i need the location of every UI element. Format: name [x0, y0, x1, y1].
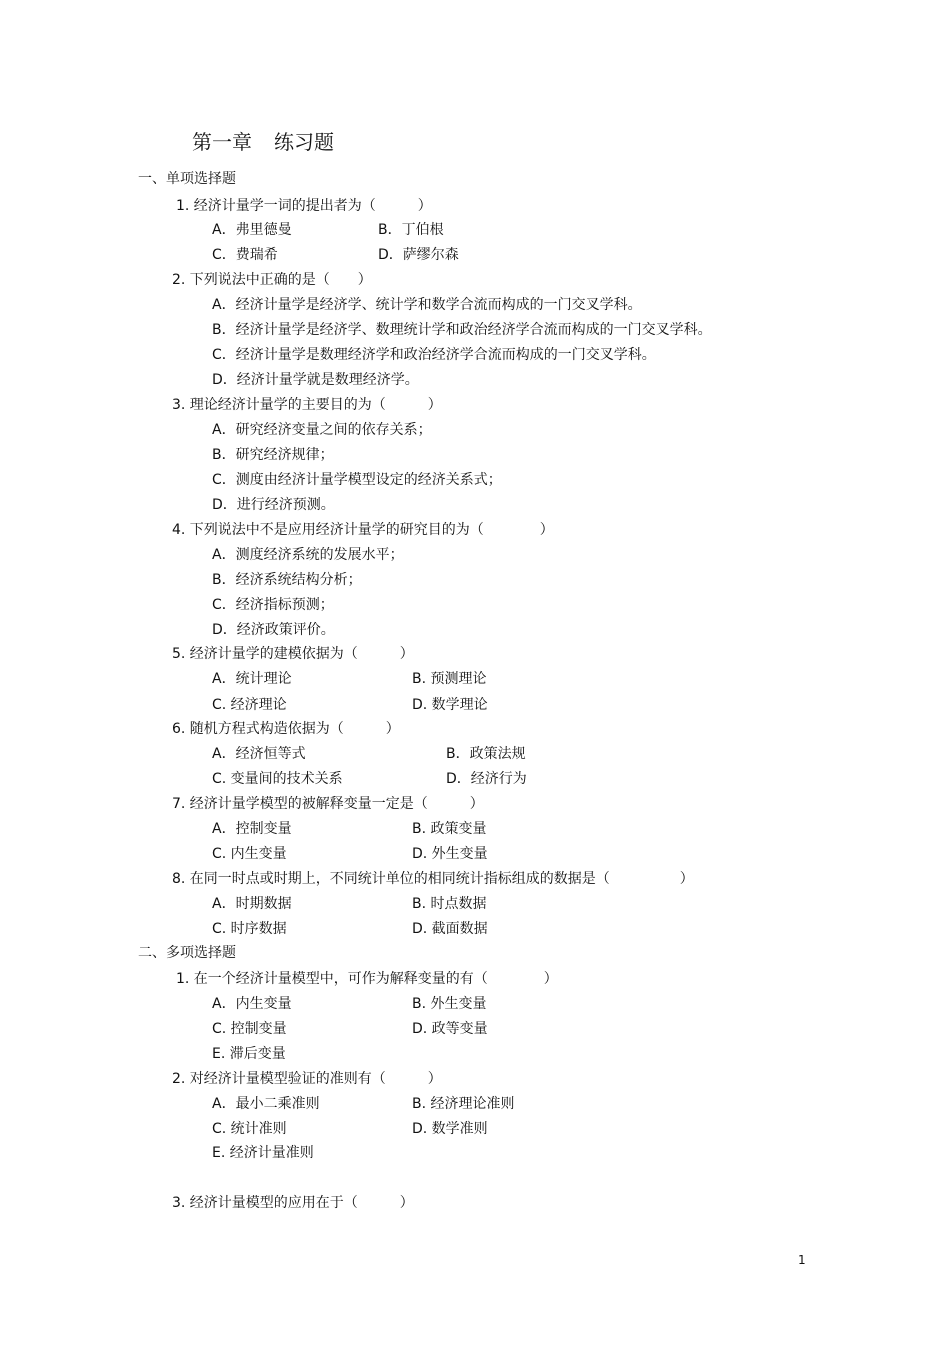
option-d: D. 数学理论: [412, 697, 488, 713]
option-b: B．政策法规: [446, 746, 526, 762]
option-a: A．时期数据: [212, 896, 292, 912]
option-a: A．内生变量: [212, 996, 292, 1012]
option-a: A．研究经济变量之间的依存关系；: [212, 422, 432, 438]
option-a: A．控制变量: [212, 821, 292, 837]
option-b: B. 时点数据: [412, 896, 487, 912]
chapter-title: [192, 128, 334, 156]
option-d: D. 截面数据: [412, 921, 488, 937]
question-stem: 1. 在一个经济计量模型中，可作为解释变量的有（ ）: [176, 971, 558, 987]
question-stem: 4. 下列说法中不是应用经济计量学的研究目的为（ ）: [172, 522, 554, 538]
option-b: B. 政策变量: [412, 821, 487, 837]
option-c: C. 内生变量: [212, 846, 287, 862]
option-c: C. 控制变量: [212, 1021, 287, 1037]
question-stem: 3. 理论经济计量学的主要目的为（ ）: [172, 397, 442, 413]
option-c: C．测度由经济计量学模型设定的经济关系式；: [212, 472, 502, 488]
option-d: D．经济计量学就是数理经济学。: [212, 372, 419, 388]
option-e: E. 经济计量准则: [212, 1145, 314, 1161]
option-c: C．费瑞希: [212, 247, 278, 263]
option-c: C. 统计准则: [212, 1121, 287, 1137]
chapter-heading: 练习题: [274, 130, 334, 154]
option-b: B. 经济理论准则: [412, 1096, 515, 1112]
section-heading-single-choice: 一、单项选择题: [138, 171, 236, 187]
option-a: A．经济计量学是经济学、统计学和数学合流而构成的一门交叉学科。: [212, 297, 642, 313]
question-stem: 5. 经济计量学的建模依据为（ ）: [172, 646, 414, 662]
option-c: C．经济指标预测；: [212, 597, 334, 613]
option-b: B．丁伯根: [378, 222, 444, 238]
option-a: A．弗里德曼: [212, 222, 292, 238]
option-d: D. 政等变量: [412, 1021, 488, 1037]
question-stem: 7. 经济计量学模型的被解释变量一定是（ ）: [172, 796, 484, 812]
option-a: A．经济恒等式: [212, 746, 306, 762]
option-b: B．经济计量学是经济学、数理统计学和政治经济学合流而构成的一门交叉学科。: [212, 322, 712, 338]
option-b: B．经济系统结构分析；: [212, 572, 362, 588]
option-a: A．最小二乘准则: [212, 1096, 320, 1112]
page-number: 1: [798, 1253, 806, 1267]
option-b: B．研究经济规律；: [212, 447, 334, 463]
option-c: C. 时序数据: [212, 921, 287, 937]
question-stem: 2. 对经济计量模型验证的准则有（ ）: [172, 1071, 442, 1087]
option-a: A．测度经济系统的发展水平；: [212, 547, 404, 563]
question-stem: 2. 下列说法中正确的是（ ）: [172, 272, 372, 288]
option-d: D．进行经济预测。: [212, 497, 335, 513]
option-c: C．经济计量学是数理经济学和政治经济学合流而构成的一门交叉学科。: [212, 347, 656, 363]
option-b: B. 外生变量: [412, 996, 487, 1012]
chapter-number: 第一章: [192, 130, 252, 154]
option-c: C. 变量间的技术关系: [212, 771, 343, 787]
option-c: C. 经济理论: [212, 697, 287, 713]
question-stem: 3. 经济计量模型的应用在于（ ）: [172, 1195, 414, 1211]
option-d: D．经济行为: [446, 771, 527, 787]
option-e: E. 滞后变量: [212, 1046, 286, 1062]
question-stem: 8. 在同一时点或时期上，不同统计单位的相同统计指标组成的数据是（ ）: [172, 871, 694, 887]
question-stem: 6. 随机方程式构造依据为（ ）: [172, 721, 400, 737]
option-d: D．萨缪尔森: [378, 247, 459, 263]
section-heading-multiple-choice: 二、多项选择题: [138, 945, 236, 961]
option-d: D. 数学准则: [412, 1121, 488, 1137]
option-b: B. 预测理论: [412, 671, 487, 687]
option-d: D．经济政策评价。: [212, 622, 335, 638]
option-a: A．统计理论: [212, 671, 292, 687]
option-d: D. 外生变量: [412, 846, 488, 862]
question-stem: 1. 经济计量学一词的提出者为（ ）: [176, 198, 432, 214]
